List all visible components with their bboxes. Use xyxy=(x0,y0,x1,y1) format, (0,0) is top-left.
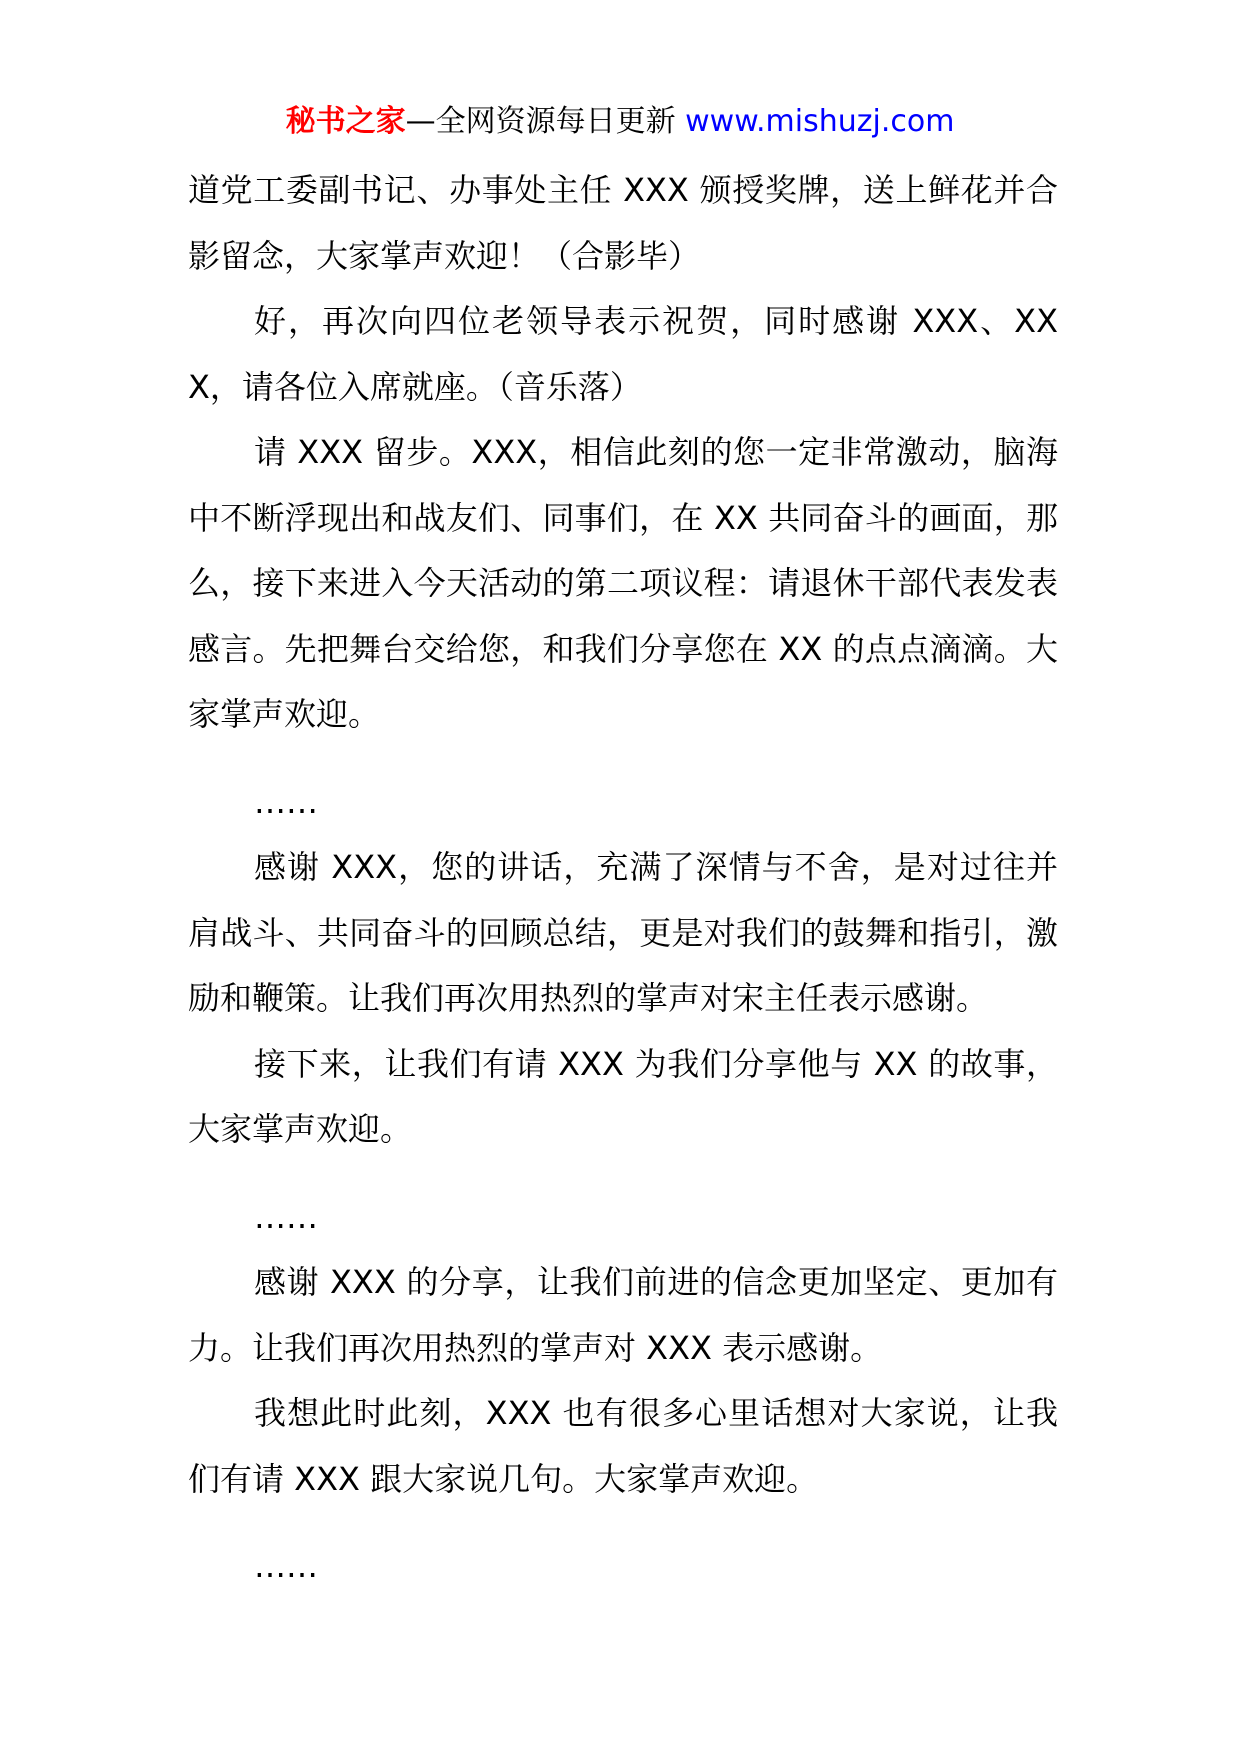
ellipsis-paragraph: …… xyxy=(254,1547,318,1585)
ellipsis-paragraph: …… xyxy=(254,782,318,821)
paragraph: 感谢 XXX 的分享，让我们前进的信念更加坚定、更加有力。让我们再次用热烈的掌声对 XXX 表示感谢。 xyxy=(188,1263,1058,1367)
paragraph: 感谢 XXX，您的讲话，充满了深情与不舍，是对过往并肩战斗、共同奋斗的回顾总结，更是对我们的鼓舞和指引，激励和鞭策。让我们再次用热烈的掌声对宋主任表示感谢。 xyxy=(188,848,1058,1017)
ellipsis-paragraph: …… xyxy=(254,1197,318,1236)
document-body xyxy=(188,158,1058,1600)
paragraph: 请 XXX 留步。XXX，相信此刻的您一定非常激动，脑海中不断浮现出和战友们、同事们，在 XX 共同奋斗的画面，那么，接下来进入今天活动的第二项议程：请退休干部代表发表感言。先把舞台交给您，和我们分享您在 XX 的点点滴滴。大家掌声欢迎。 xyxy=(188,433,1058,733)
site-url-link[interactable]: www.mishuzj.com xyxy=(685,104,955,139)
paragraph-continuation: 道党工委副书记、办事处主任 XXX 颁授奖牌，送上鲜花并合影留念，大家掌声欢迎！（合影毕） xyxy=(188,171,1058,275)
site-header xyxy=(0,100,1240,144)
paragraph: 接下来，让我们有请 XXX 为我们分享他与 XX 的故事，大家掌声欢迎。 xyxy=(188,1044,1058,1148)
site-tagline: —全网资源每日更新 xyxy=(405,104,676,139)
paragraph: 我想此时此刻，XXX 也有很多心里话想对大家说，让我们有请 XXX 跟大家说几句。大家掌声欢迎。 xyxy=(188,1394,1058,1498)
paragraph: 好，再次向四位老领导表示祝贺，同时感谢 XXX、XXX，请各位入席就座。（音乐落） xyxy=(188,302,1058,406)
site-brand: 秘书之家 xyxy=(285,104,406,139)
